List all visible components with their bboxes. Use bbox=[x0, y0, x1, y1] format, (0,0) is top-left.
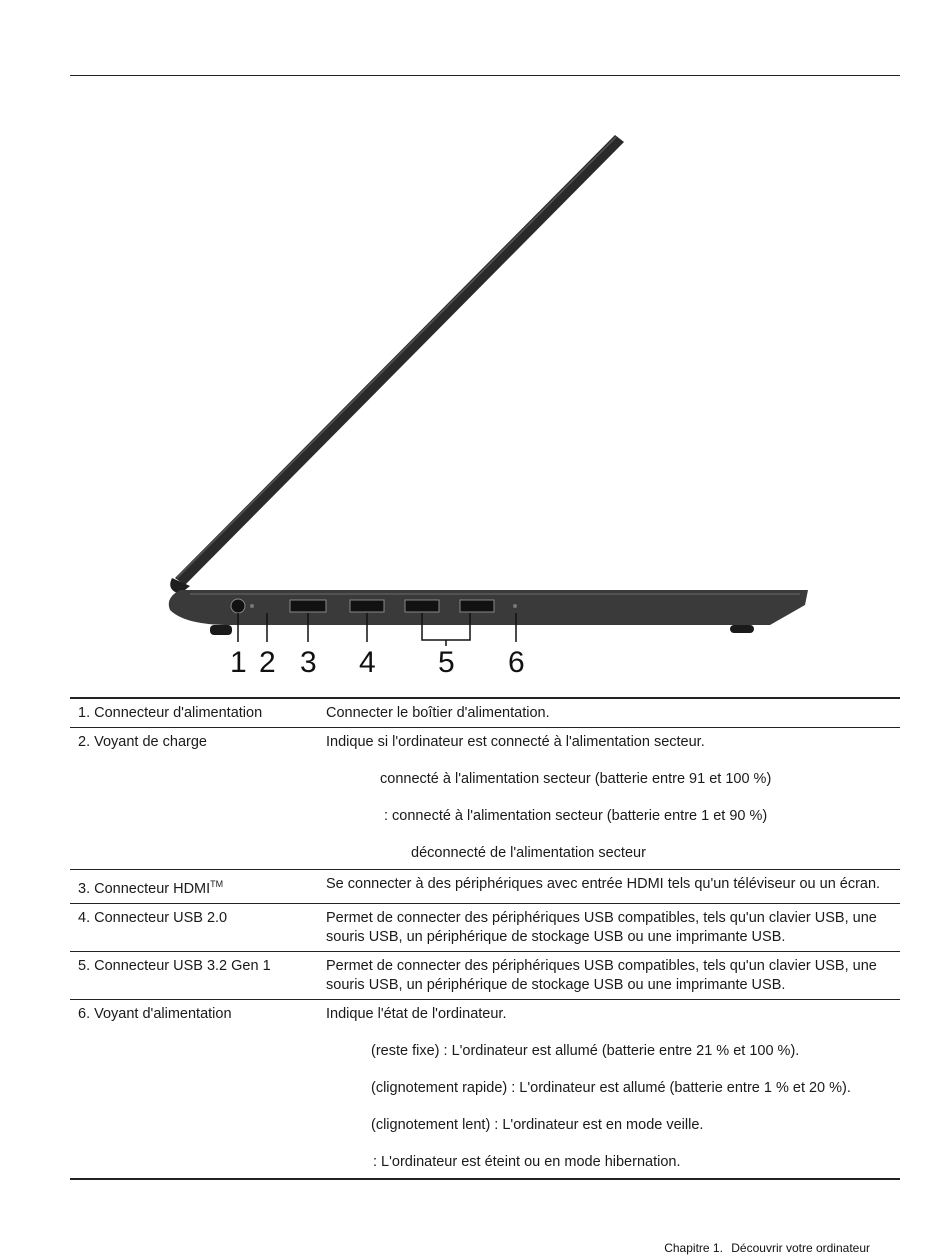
row-description: Permet de connecter des périphériques USB compatibles, tels qu'un clavier USB, une souris USB, un périphérique de stockage USB ou une imprimante USB. bbox=[326, 909, 877, 945]
row-description: Indique l'état de l'ordinateur. bbox=[326, 1005, 507, 1022]
laptop-side-view-illustration bbox=[150, 120, 830, 680]
status-line: : connecté à l'alimentation secteur (batterie entre 1 et 90 %) bbox=[384, 808, 768, 824]
callout-4: 4 bbox=[359, 646, 376, 679]
laptop-foot-rear bbox=[730, 625, 754, 633]
callout-6: 6 bbox=[508, 646, 525, 679]
status-line: déconnecté de l'alimentation secteur bbox=[411, 845, 646, 861]
table-row bbox=[70, 870, 900, 904]
row-description: Se connecter à des périphériques avec entrée HDMI tels qu'un téléviseur ou un écran. bbox=[326, 876, 881, 892]
status-line: (clignotement rapide) : L'ordinateur est allumé (batterie entre 1 % et 20 %). bbox=[371, 1079, 851, 1096]
hdmi-port bbox=[290, 600, 326, 612]
status-line: (clignotement lent) : L'ordinateur est en mode veille. bbox=[371, 1116, 704, 1133]
top-rule bbox=[70, 75, 900, 76]
row-description: Permet de connecter des périphériques USB compatibles, tels qu'un clavier USB, une souris USB, un périphérique de stockage USB ou une imprimante USB. bbox=[326, 957, 877, 993]
table-row bbox=[70, 951, 900, 999]
usb3-port-2 bbox=[460, 600, 494, 612]
callout-5: 5 bbox=[438, 646, 455, 679]
row-label: 6. Voyant d'alimentation bbox=[78, 1005, 232, 1022]
table-row bbox=[70, 728, 900, 870]
status-line: connecté à l'alimentation secteur (batterie entre 91 et 100 %) bbox=[380, 771, 772, 787]
row-description: Indique si l'ordinateur est connecté à l'alimentation secteur. bbox=[326, 734, 705, 750]
table-row bbox=[70, 903, 900, 951]
callout-1: 1 bbox=[230, 646, 247, 679]
usb3-port-1 bbox=[405, 600, 439, 612]
trademark-sup: TM bbox=[210, 879, 224, 889]
power-light bbox=[513, 604, 517, 608]
footer-chapter: Chapitre 1. bbox=[664, 1241, 723, 1255]
callout-2: 2 bbox=[259, 646, 276, 679]
connector-spec-table bbox=[70, 697, 900, 1180]
charging-light bbox=[250, 604, 254, 608]
usb2-port bbox=[350, 600, 384, 612]
page-footer bbox=[659, 1241, 870, 1255]
laptop-foot-front bbox=[210, 625, 232, 635]
row-description-cell bbox=[318, 728, 900, 870]
status-line: : L'ordinateur est éteint ou en mode hibernation. bbox=[373, 1153, 681, 1170]
power-connector-port bbox=[231, 599, 245, 613]
row-description-cell bbox=[318, 999, 900, 1179]
row-description: Connecter le boîtier d'alimentation. bbox=[326, 705, 550, 721]
callout-3: 3 bbox=[300, 646, 317, 679]
row-label: 4. Connecteur USB 2.0 bbox=[78, 909, 228, 926]
row-label bbox=[70, 870, 318, 904]
table-row bbox=[70, 999, 900, 1179]
row-label: 1. Connecteur d'alimentation bbox=[78, 705, 263, 721]
status-line: (reste fixe) : L'ordinateur est allumé (batterie entre 21 % et 100 %). bbox=[371, 1042, 800, 1059]
row-label-text: 3. Connecteur HDMI bbox=[78, 880, 211, 897]
row-label: 2. Voyant de charge bbox=[78, 734, 207, 750]
laptop-lid bbox=[175, 135, 624, 585]
footer-title: Découvrir votre ordinateur bbox=[731, 1241, 870, 1255]
row-label: 5. Connecteur USB 3.2 Gen 1 bbox=[78, 957, 271, 974]
table-row bbox=[70, 698, 900, 728]
